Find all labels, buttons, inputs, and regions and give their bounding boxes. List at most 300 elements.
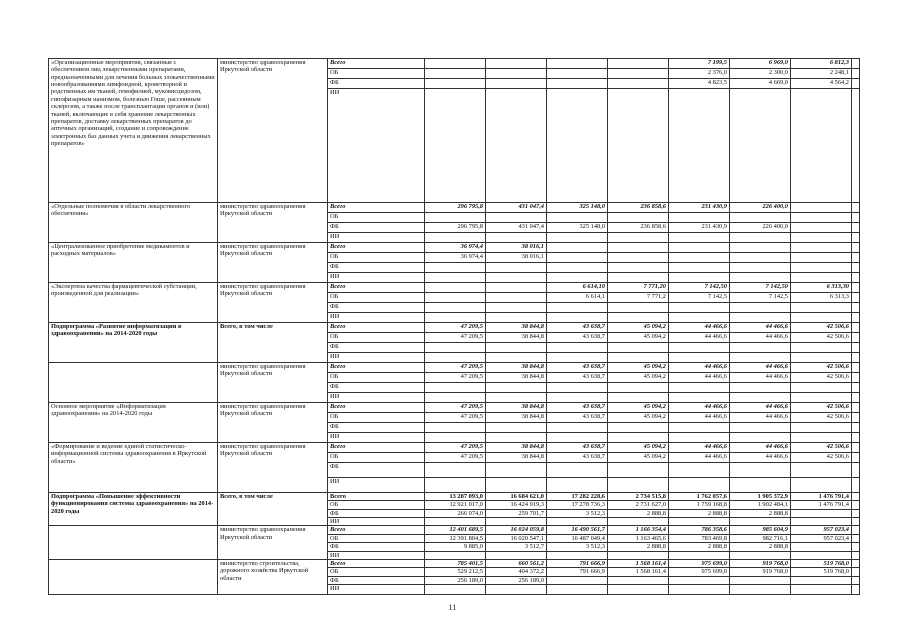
amount-cell: 1 905 372,9 [730, 493, 791, 501]
funding-source: ОБ [328, 253, 425, 263]
amount-cell [547, 343, 608, 353]
amount-cell: 7 142,5 [730, 293, 791, 303]
amount-cell [547, 551, 608, 559]
amount-cell: 43 638,7 [547, 443, 608, 453]
amount-cell [425, 273, 486, 283]
amount-cell [791, 518, 852, 526]
amount-cell [425, 463, 486, 478]
amount-cell [425, 343, 486, 353]
amount-cell: 957 023,4 [791, 526, 852, 534]
amount-cell [486, 383, 547, 393]
amount-cell [608, 303, 669, 313]
amount-cell [852, 323, 860, 333]
amount-cell [791, 313, 852, 323]
amount-cell: 44 466,6 [730, 363, 791, 373]
amount-cell: 38 016,1 [486, 243, 547, 253]
amount-cell [791, 343, 852, 353]
amount-cell: 42 506,6 [791, 363, 852, 373]
amount-cell: 1 759 168,8 [669, 501, 730, 509]
executor-name: министерство здравоохранения Иркутской области [218, 526, 328, 559]
amount-cell [791, 433, 852, 443]
table-row [49, 493, 860, 501]
amount-cell [852, 453, 860, 463]
table-row [49, 243, 860, 253]
amount-cell: 45 094,2 [608, 323, 669, 333]
funding-source: Всего [328, 203, 425, 213]
amount-cell: 42 506,6 [791, 373, 852, 383]
amount-cell: 7 771,20 [608, 283, 669, 293]
amount-cell: 975 699,0 [669, 568, 730, 576]
amount-cell [730, 263, 791, 273]
amount-cell: 256 189,0 [486, 576, 547, 584]
amount-cell: 16 490 561,7 [547, 526, 608, 534]
amount-cell: 2 734 515,8 [608, 493, 669, 501]
amount-cell: 16 024 059,8 [486, 526, 547, 534]
amount-cell [791, 213, 852, 223]
amount-cell: 231 430,9 [669, 203, 730, 213]
amount-cell [547, 393, 608, 403]
amount-cell: 226 400,0 [730, 203, 791, 213]
amount-cell: 44 466,6 [730, 443, 791, 453]
amount-cell [852, 443, 860, 453]
funding-source: ФБ [328, 223, 425, 233]
amount-cell: 12 921 017,0 [425, 501, 486, 509]
amount-cell: 660 561,2 [486, 559, 547, 567]
amount-cell [791, 353, 852, 363]
amount-cell [852, 79, 860, 89]
amount-cell: 44 466,6 [730, 373, 791, 383]
amount-cell: 2 888,8 [730, 509, 791, 517]
amount-cell: 44 466,6 [730, 453, 791, 463]
amount-cell [608, 273, 669, 283]
amount-cell: 985 604,9 [730, 526, 791, 534]
amount-cell [486, 353, 547, 363]
table-row [49, 559, 860, 567]
amount-cell [608, 518, 669, 526]
amount-cell: 38 844,8 [486, 333, 547, 343]
amount-cell: 791 666,9 [547, 568, 608, 576]
amount-cell: 919 768,0 [730, 568, 791, 576]
amount-cell: 47 209,5 [425, 453, 486, 463]
executor-name: Всего, в том числе [218, 493, 328, 526]
amount-cell [852, 478, 860, 493]
amount-cell: 325 148,0 [547, 203, 608, 213]
amount-cell [425, 313, 486, 323]
amount-cell: 13 287 093,0 [425, 493, 486, 501]
amount-cell: 44 466,6 [669, 453, 730, 463]
funding-source: ОБ [328, 534, 425, 542]
amount-cell: 16 487 049,4 [547, 534, 608, 542]
amount-cell: 3 512,3 [547, 543, 608, 551]
table-row [49, 526, 860, 534]
amount-cell [852, 551, 860, 559]
amount-cell [486, 393, 547, 403]
funding-source: ИИ [328, 233, 425, 243]
amount-cell [852, 433, 860, 443]
amount-cell: 42 506,6 [791, 413, 852, 423]
amount-cell: 7 142,5 [669, 293, 730, 303]
amount-cell [547, 518, 608, 526]
table-row [49, 443, 860, 453]
activity-name: «Отдельные полномочия в области лекарственного обеспечения» [49, 203, 218, 243]
amount-cell [547, 478, 608, 493]
amount-cell: 43 638,7 [547, 403, 608, 413]
amount-cell [669, 253, 730, 263]
funding-source: ФБ [328, 383, 425, 393]
amount-cell [669, 303, 730, 313]
amount-cell [608, 243, 669, 253]
amount-cell: 44 466,6 [730, 333, 791, 343]
funding-source: ИИ [328, 393, 425, 403]
amount-cell: 786 358,6 [669, 526, 730, 534]
funding-source: ИИ [328, 584, 425, 594]
funding-source: ОБ [328, 568, 425, 576]
activity-name [49, 559, 218, 594]
funding-source: ИИ [328, 89, 425, 203]
amount-cell [547, 243, 608, 253]
amount-cell [547, 353, 608, 363]
amount-cell: 38 844,8 [486, 323, 547, 333]
funding-source: Всего [328, 493, 425, 501]
amount-cell [425, 584, 486, 594]
amount-cell [852, 59, 860, 69]
amount-cell: 9 885,0 [425, 543, 486, 551]
amount-cell [425, 263, 486, 273]
amount-cell [730, 273, 791, 283]
funding-source: ОБ [328, 293, 425, 303]
amount-cell [547, 423, 608, 433]
amount-cell: 44 466,6 [669, 443, 730, 453]
table-row [49, 403, 860, 413]
amount-cell [791, 509, 852, 517]
amount-cell [730, 551, 791, 559]
amount-cell: 16 020 547,1 [486, 534, 547, 542]
amount-cell: 47 209,5 [425, 323, 486, 333]
amount-cell: 44 466,6 [730, 323, 791, 333]
executor-name: министерство здравоохранения Иркутской области [218, 403, 328, 443]
amount-cell [669, 518, 730, 526]
amount-cell [425, 353, 486, 363]
amount-cell: 47 209,5 [425, 363, 486, 373]
amount-cell [608, 353, 669, 363]
amount-cell: 47 209,5 [425, 333, 486, 343]
amount-cell: 3 512,7 [486, 543, 547, 551]
amount-cell [730, 393, 791, 403]
amount-cell [608, 233, 669, 243]
amount-cell [669, 478, 730, 493]
amount-cell [425, 293, 486, 303]
amount-cell [486, 433, 547, 443]
amount-cell [425, 59, 486, 69]
amount-cell [730, 518, 791, 526]
amount-cell [730, 343, 791, 353]
amount-cell [791, 393, 852, 403]
amount-cell [608, 463, 669, 478]
amount-cell [730, 463, 791, 478]
amount-cell [486, 59, 547, 69]
amount-cell: 42 506,6 [791, 323, 852, 333]
amount-cell: 4 823,5 [669, 79, 730, 89]
amount-cell [547, 263, 608, 273]
amount-cell [486, 478, 547, 493]
budget-table [48, 58, 860, 595]
amount-cell [669, 213, 730, 223]
amount-cell: 1 762 057,6 [669, 493, 730, 501]
amount-cell [791, 233, 852, 243]
amount-cell: 2 376,0 [669, 69, 730, 79]
amount-cell: 1 163 465,6 [608, 534, 669, 542]
amount-cell [852, 203, 860, 213]
amount-cell [608, 423, 669, 433]
amount-cell: 259 701,7 [486, 509, 547, 517]
amount-cell [608, 253, 669, 263]
amount-cell: 44 466,6 [669, 413, 730, 423]
amount-cell: 7 142,50 [669, 283, 730, 293]
amount-cell [852, 333, 860, 343]
amount-cell [791, 89, 852, 203]
budget-table-body [49, 59, 860, 595]
amount-cell [791, 576, 852, 584]
amount-cell [852, 69, 860, 79]
amount-cell: 404 372,2 [486, 568, 547, 576]
amount-cell [608, 89, 669, 203]
amount-cell [852, 223, 860, 233]
amount-cell: 2 888,8 [669, 543, 730, 551]
funding-source: ОБ [328, 333, 425, 343]
amount-cell: 43 638,7 [547, 453, 608, 463]
amount-cell [669, 463, 730, 478]
amount-cell [547, 253, 608, 263]
amount-cell [547, 576, 608, 584]
funding-source: ФБ [328, 423, 425, 433]
amount-cell [547, 313, 608, 323]
amount-cell: 296 795,8 [425, 223, 486, 233]
amount-cell [669, 423, 730, 433]
activity-name [49, 363, 218, 403]
amount-cell [852, 293, 860, 303]
amount-cell [425, 433, 486, 443]
amount-cell [791, 243, 852, 253]
amount-cell [669, 576, 730, 584]
amount-cell: 44 466,6 [669, 403, 730, 413]
amount-cell [669, 243, 730, 253]
funding-source: ФБ [328, 343, 425, 353]
amount-cell [608, 313, 669, 323]
amount-cell [791, 303, 852, 313]
amount-cell: 2 731 627,0 [608, 501, 669, 509]
funding-source: ОБ [328, 69, 425, 79]
amount-cell [425, 393, 486, 403]
amount-cell [486, 303, 547, 313]
amount-cell [791, 273, 852, 283]
amount-cell [669, 353, 730, 363]
amount-cell [852, 383, 860, 393]
amount-cell: 43 638,7 [547, 413, 608, 423]
funding-source: ФБ [328, 79, 425, 89]
amount-cell: 45 094,2 [608, 413, 669, 423]
amount-cell: 2 888,8 [669, 509, 730, 517]
amount-cell: 16 684 621,0 [486, 493, 547, 501]
amount-cell: 236 858,6 [608, 223, 669, 233]
amount-cell [669, 273, 730, 283]
amount-cell [852, 233, 860, 243]
amount-cell [730, 433, 791, 443]
amount-cell [852, 493, 860, 501]
amount-cell [852, 584, 860, 594]
funding-source: Всего [328, 323, 425, 333]
amount-cell: 38 844,8 [486, 413, 547, 423]
amount-cell: 431 047,4 [486, 223, 547, 233]
amount-cell: 957 023,4 [791, 534, 852, 542]
amount-cell [547, 213, 608, 223]
amount-cell: 4 564,2 [791, 79, 852, 89]
amount-cell [730, 576, 791, 584]
amount-cell [547, 59, 608, 69]
amount-cell: 2 248,1 [791, 69, 852, 79]
amount-cell [669, 551, 730, 559]
amount-cell: 47 209,5 [425, 413, 486, 423]
activity-name: Основное мероприятие «Информатизация здравоохранения» на 2014-2020 годы [49, 403, 218, 443]
amount-cell [852, 423, 860, 433]
amount-cell [669, 433, 730, 443]
amount-cell: 43 638,7 [547, 323, 608, 333]
amount-cell [547, 79, 608, 89]
amount-cell [608, 79, 669, 89]
executor-name: министерство здравоохранения Иркутской области [218, 59, 328, 203]
amount-cell [852, 559, 860, 567]
amount-cell: 2 888,8 [730, 543, 791, 551]
amount-cell [486, 213, 547, 223]
amount-cell: 42 506,6 [791, 443, 852, 453]
amount-cell [852, 243, 860, 253]
amount-cell [547, 433, 608, 443]
amount-cell [730, 313, 791, 323]
amount-cell: 975 699,0 [669, 559, 730, 567]
executor-name: министерство здравоохранения Иркутской области [218, 363, 328, 403]
amount-cell [852, 263, 860, 273]
amount-cell [425, 518, 486, 526]
amount-cell: 1 476 791,4 [791, 493, 852, 501]
funding-source: ИИ [328, 313, 425, 323]
amount-cell [425, 213, 486, 223]
amount-cell [486, 263, 547, 273]
amount-cell [547, 69, 608, 79]
amount-cell [791, 551, 852, 559]
amount-cell [425, 69, 486, 79]
funding-source: ОБ [328, 373, 425, 383]
amount-cell [852, 526, 860, 534]
amount-cell [852, 353, 860, 363]
amount-cell: 266 074,0 [425, 509, 486, 517]
table-row [49, 283, 860, 293]
amount-cell: 7 142,50 [730, 283, 791, 293]
amount-cell [791, 584, 852, 594]
funding-source: ФБ [328, 463, 425, 478]
amount-cell: 236 858,6 [608, 203, 669, 213]
amount-cell [852, 373, 860, 383]
amount-cell: 17 282 228,6 [547, 493, 608, 501]
amount-cell [486, 463, 547, 478]
funding-source: ИИ [328, 551, 425, 559]
amount-cell [852, 303, 860, 313]
amount-cell [852, 283, 860, 293]
executor-name: министерство здравоохранения Иркутской области [218, 243, 328, 283]
funding-source: ФБ [328, 263, 425, 273]
amount-cell: 44 466,6 [730, 403, 791, 413]
amount-cell [425, 478, 486, 493]
amount-cell: 6 969,0 [730, 59, 791, 69]
amount-cell: 38 016,1 [486, 253, 547, 263]
amount-cell: 43 638,7 [547, 373, 608, 383]
amount-cell [791, 543, 852, 551]
amount-cell: 6 812,3 [791, 59, 852, 69]
amount-cell [730, 213, 791, 223]
amount-cell [791, 223, 852, 233]
executor-name: министерство здравоохранения Иркутской области [218, 283, 328, 323]
amount-cell: 45 094,2 [608, 333, 669, 343]
amount-cell [608, 383, 669, 393]
amount-cell [486, 283, 547, 293]
amount-cell [669, 393, 730, 403]
amount-cell: 1 476 791,4 [791, 501, 852, 509]
amount-cell [852, 413, 860, 423]
amount-cell [791, 203, 852, 213]
executor-name: министерство здравоохранения Иркутской области [218, 203, 328, 243]
funding-source: ИИ [328, 478, 425, 493]
amount-cell [425, 551, 486, 559]
amount-cell: 231 430,9 [669, 223, 730, 233]
amount-cell: 2 888,8 [608, 543, 669, 551]
amount-cell [791, 423, 852, 433]
amount-cell: 4 669,0 [730, 79, 791, 89]
activity-name: «Формирование и ведение единой статистическо-информационной системы здравоохранения в Иркутской области» [49, 443, 218, 493]
amount-cell [425, 233, 486, 243]
amount-cell: 47 209,5 [425, 443, 486, 453]
amount-cell: 38 844,8 [486, 363, 547, 373]
amount-cell [425, 383, 486, 393]
amount-cell: 3 512,3 [547, 509, 608, 517]
amount-cell: 2 888,8 [608, 509, 669, 517]
executor-name: министерство здравоохранения Иркутской области [218, 443, 328, 493]
amount-cell [730, 253, 791, 263]
table-row [49, 59, 860, 69]
amount-cell: 42 506,6 [791, 403, 852, 413]
amount-cell [791, 383, 852, 393]
amount-cell [791, 263, 852, 273]
activity-name: «Экспертиза качества фармацевтической субстанции, произведенной для реализации» [49, 283, 218, 323]
table-row [49, 363, 860, 373]
amount-cell [547, 584, 608, 594]
amount-cell [547, 383, 608, 393]
funding-source: ИИ [328, 353, 425, 363]
amount-cell [486, 343, 547, 353]
amount-cell [547, 273, 608, 283]
executor-name: Всего, в том числе [218, 323, 328, 363]
funding-source: ИИ [328, 433, 425, 443]
amount-cell: 38 844,8 [486, 453, 547, 463]
amount-cell [486, 584, 547, 594]
amount-cell [425, 79, 486, 89]
amount-cell [608, 478, 669, 493]
amount-cell [486, 313, 547, 323]
funding-source: ФБ [328, 543, 425, 551]
funding-source: Всего [328, 363, 425, 373]
amount-cell: 44 466,6 [669, 363, 730, 373]
amount-cell [669, 313, 730, 323]
amount-cell: 296 795,8 [425, 203, 486, 213]
amount-cell: 47 209,5 [425, 403, 486, 413]
amount-cell [486, 518, 547, 526]
